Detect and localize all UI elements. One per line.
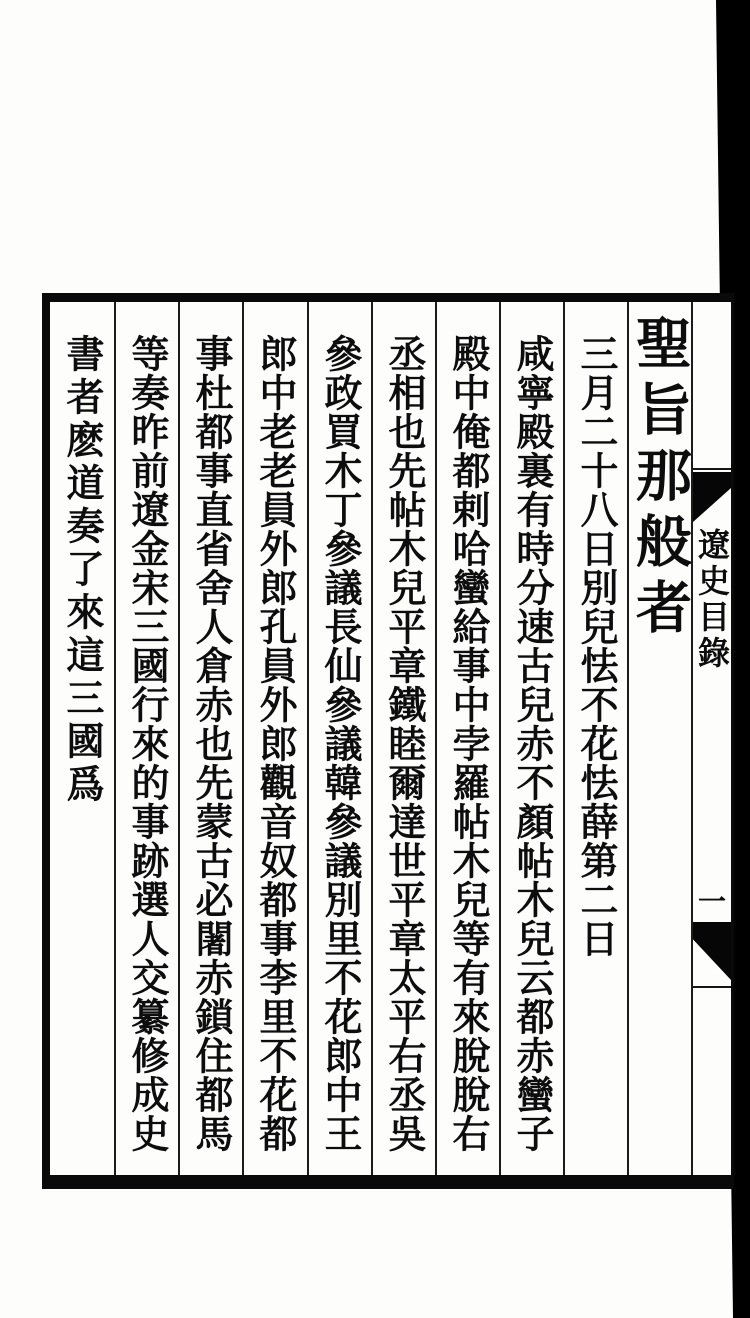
text-column-4: 殿中俺都剌哈蠻給事中孛羅帖木兒等有來脫脫右 xyxy=(435,302,499,1175)
page-number: 一 xyxy=(697,885,726,918)
text-column-8: 事杜都事直省舍人倉赤也先蒙古必闍赤鎖住都馬 xyxy=(178,302,242,1175)
text-column-6: 參政買木丁參議長仙參議韓參議別里不花郎中王 xyxy=(307,302,371,1175)
text-column-3: 咸寧殿裏有時分速古兒赤不顏帖木兒云都赤蠻子 xyxy=(499,302,563,1175)
fold-strip-title: 遼史目錄 xyxy=(693,528,731,672)
upper-fishtail-icon xyxy=(693,472,731,522)
fold-strip-rule-bottom xyxy=(693,986,731,988)
text-column-2: 三月二十八日別兒怯不花怯薛第二日 xyxy=(563,302,627,1175)
text-column-7: 郎中老老員外郎孔員外郎觀音奴都事李里不花都 xyxy=(242,302,306,1175)
lower-fishtail-icon xyxy=(693,922,731,980)
page-frame xyxy=(42,293,734,1189)
text-column-10: 書者麽道奏了來這三國爲 xyxy=(60,334,105,807)
center-fold-strip xyxy=(691,302,731,1175)
fold-strip-rule-top xyxy=(693,468,731,470)
text-column-1: 聖旨那般者 xyxy=(627,302,691,1175)
text-column-9: 等奏昨前遼金宋三國行來的事跡選人交纂修成史 xyxy=(114,302,178,1175)
text-column-5: 丞相也先帖木兒平章鐵睦爾達世平章太平右丞吳 xyxy=(371,302,435,1175)
